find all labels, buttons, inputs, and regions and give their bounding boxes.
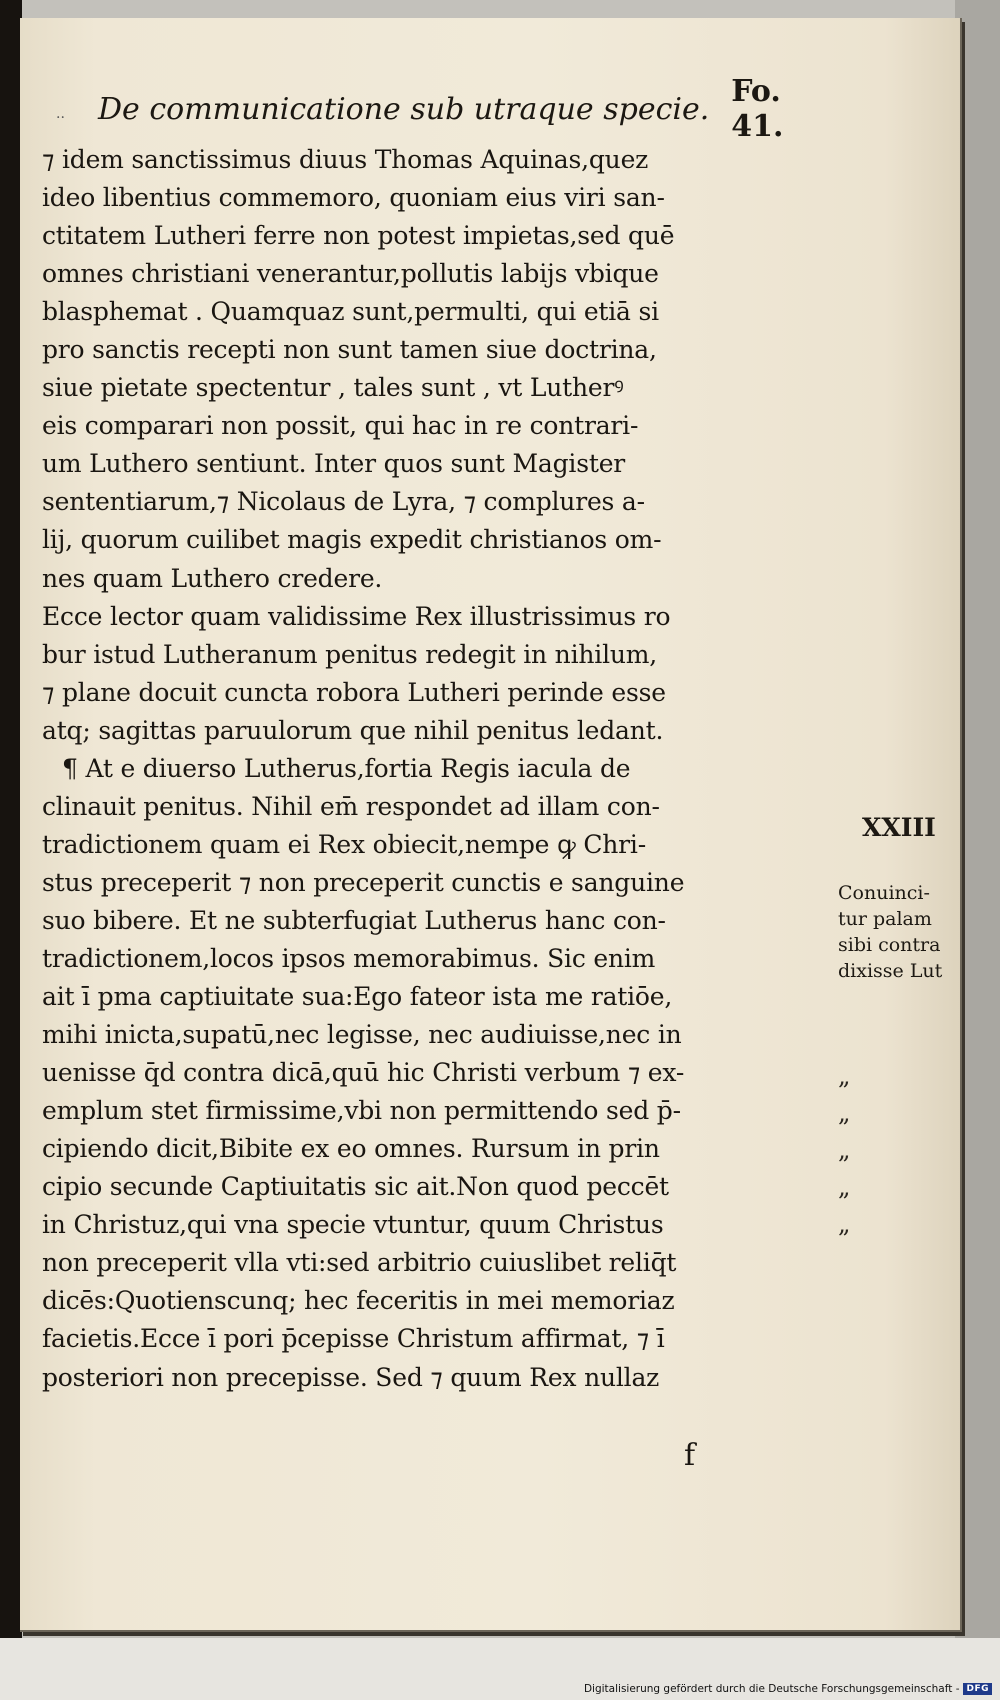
marginal-quote-marks (838, 1058, 878, 1243)
header-ornament: .. (56, 106, 65, 122)
text-line: ⁊ idem sanctissimus diuus Thomas Aquinas,quez (42, 145, 649, 174)
text-line: pro sanctis recepti non sunt tamen siue doctrina, (42, 335, 657, 365)
dfg-logo: DFG (963, 1683, 992, 1695)
text-line: suo bibere. Et ne subterfugiat Lutherus hanc con- (42, 905, 666, 935)
running-header (56, 74, 818, 144)
digitization-footer (584, 1683, 992, 1695)
text-line: um Luthero sentiunt. Inter quos sunt Magister (42, 449, 626, 479)
text-line: atq; sagittas paruulorum que nihil penitus ledant. (42, 715, 664, 745)
text-line: ctitatem Lutheri ferre non potest impietas,sed quē (42, 221, 675, 251)
main-text (42, 141, 822, 1397)
quote-mark: „ (838, 1173, 851, 1201)
text-line: ideo libentius commemoro, quoniam eius viri san- (42, 183, 665, 213)
quote-mark: „ (838, 1210, 851, 1238)
text-line: uenisse q̄d contra dicā,quū hic Christi verbum ⁊ ex- (42, 1058, 685, 1088)
text-line: tradictionem,locos ipsos memorabimus. Sic enim (42, 943, 656, 973)
text-line: Ecce lector quam validissime Rex illustrissimus ro (42, 601, 671, 631)
text-line: tradictionem quam ei Rex obiecit,nempe ꝙ Chri- (42, 829, 646, 859)
scan-background-left (0, 0, 22, 1700)
text-line: in Christuz,qui vna specie vtuntur, quum Christus (42, 1210, 664, 1240)
text-line: eis comparari non possit, qui hac in re contrari- (42, 411, 639, 441)
footer-credit: Digitalisierung gefördert durch die Deutsche Forschungsgemeinschaft - (583, 1683, 960, 1695)
text-line: non preceperit vlla vti:sed arbitrio cuiuslibet reliq̄t (42, 1248, 677, 1278)
text-line: cipio secunde Captiuitatis sic ait.Non quod peccēt (42, 1172, 669, 1202)
marginal-note-line: tur palam (838, 908, 932, 930)
text-line: ⁊ plane docuit cuncta robora Lutheri perinde esse (42, 677, 666, 707)
marginal-note-line: dixisse Lut (838, 960, 943, 982)
marginal-note (838, 880, 978, 984)
text-line: omnes christiani venerantur,pollutis labijs vbique (42, 259, 659, 289)
text-line: stus preceperit ⁊ non preceperit cunctis e sanguine (42, 867, 685, 897)
folio-number: Fo. 41. (731, 74, 784, 144)
text-line: dicēs:Quotienscunq; hec feceritis in mei memoriaz (42, 1286, 675, 1316)
marginal-note-line: Conuinci- (838, 882, 930, 904)
text-line: facietis.Ecce ī pori p̄cepisse Christum affirmat, ⁊ ī (42, 1324, 665, 1354)
text-line: blasphemat . Quamquaz sunt,permulti, qui etiā si (42, 297, 659, 327)
signature-mark: f (684, 1438, 696, 1473)
text-line: emplum stet firmissime,vbi non permittendo sed p̄- (42, 1096, 681, 1126)
text-line: cipiendo dicit,Bibite ex eo omnes. Rursum in prin (42, 1134, 660, 1164)
text-line: sententiarum,⁊ Nicolaus de Lyra, ⁊ complures a- (42, 487, 645, 517)
running-title: De communicatione sub utraque specie. (98, 91, 710, 127)
text-line: clinauit penitus. Nihil em̄ respondet ad illam con- (42, 791, 660, 821)
text-line: lij, quorum cuilibet magis expedit christianos om- (42, 525, 662, 555)
text-line: bur istud Lutheranum penitus redegit in nihilum, (42, 639, 658, 669)
quote-mark: „ (838, 1136, 851, 1164)
text-line: ait ī pma captiuitate sua:Ego fateor ista me ratiōe, (42, 982, 673, 1012)
text-line: ¶ At e diuerso Lutherus,fortia Regis iacula de (62, 753, 631, 783)
text-line: mihi inicta,supatū,nec legisse, nec audiuisse,nec in (42, 1020, 682, 1050)
text-line: posteriori non precepisse. Sed ⁊ quum Rex nullaz (42, 1362, 660, 1392)
quote-mark: „ (838, 1099, 851, 1127)
marginal-note-line: sibi contra (838, 934, 941, 956)
book-page (20, 18, 962, 1632)
marginal-number: XXIII (862, 813, 936, 842)
text-line: siue pietate spectentur , tales sunt , vt Lutherꝰ (42, 373, 624, 403)
quote-mark: „ (838, 1062, 851, 1090)
text-line: nes quam Luthero credere. (42, 563, 383, 593)
